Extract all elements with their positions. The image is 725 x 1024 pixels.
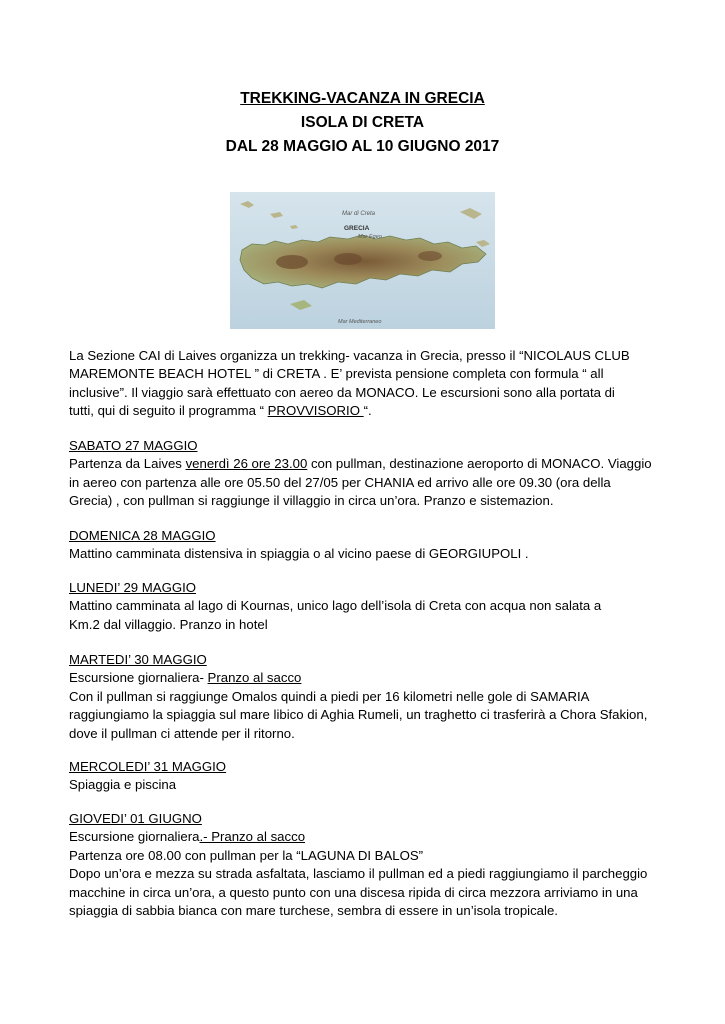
day-heading: SABATO 27 MAGGIO [69,438,198,453]
day-line: spiaggia di sabbia bianca con mare turchese, sembra di essere in un’isola tropicale. [69,902,558,918]
intro-line: inclusive”. Il viaggio sarà effettuato con aereo da MONACO. Le escursioni sono alla portata di [69,384,615,400]
departure-time-underlined: venerdì 26 ore 23.00 [185,456,308,472]
document-subtitle-dates: DAL 28 MAGGIO AL 10 GIUGNO 2017 [225,138,500,155]
lunch-note-underlined: Pranzo al sacco [207,670,302,686]
crete-map-image [230,192,495,329]
day-line [69,455,669,473]
lunch-note-underlined: .- Pranzo al sacco [199,829,306,845]
day-heading: MERCOLEDI’ 31 MAGGIO [69,759,227,774]
day-section-tuesday [69,651,669,743]
day-heading: LUNEDI’ 29 MAGGIO [69,580,197,595]
day-line: dove il pullman ci attende per il ritorno. [69,725,295,741]
day-heading: GIOVEDI’ 01 GIUGNO [69,811,202,826]
day-line: raggiungiamo la spiaggia sul mare libico di Aghia Rumeli, un traghetto ci trasferirà a Chora Sfakion, [69,707,648,723]
day-section-monday [69,579,669,634]
day-line: Grecia) , con pullman si raggiunge il villaggio in circa un’ora. Pranzo e sistemazion. [69,493,554,509]
intro-line: MAREMONTE BEACH HOTEL ” di CRETA . E’ prevista pensione completa con formula “ all [69,366,604,382]
day-text: Partenza da Laives [69,456,186,472]
map-label-mediterranean: Mar Mediterraneo [338,319,382,325]
day-line: Dopo un’ora e mezza su strada asfaltata, lasciamo il pullman ed a piedi raggiungiamo il parcheggio [69,866,648,882]
map-label-sea-crete: Mar di Creta [342,211,376,217]
day-section-thursday [69,810,669,920]
day-text: Escursione giornaliera [69,829,200,845]
day-line: Mattino camminata al lago di Kournas, unico lago dell’isola di Creta con acqua non salata a [69,598,602,614]
day-heading: DOMENICA 28 MAGGIO [69,528,216,543]
intro-text: tutti, qui di seguito il programma “ [69,403,268,419]
day-line: Partenza ore 08.00 con pullman per la “LAGUNA DI BALOS” [69,847,424,863]
intro-line-last [69,402,669,420]
map-label-aegean: Mar Egeo [358,234,382,240]
intro-line: La Sezione CAI di Laives organizza un trekking- vacanza in Grecia, presso il “NICOLAUS CLUB [69,348,630,363]
intro-paragraph [69,347,669,421]
document-title: TREKKING-VACANZA IN GRECIA [240,90,485,107]
day-section-sunday [69,527,669,564]
day-line: Spiaggia e piscina [69,777,177,793]
day-line [69,669,669,687]
day-text: Escursione giornaliera- [69,670,208,686]
day-line: Con il pullman si raggiunge Omalos quindi a piedi per 16 kilometri nelle gole di SAMARIA [69,688,590,704]
document-subtitle-island: ISOLA DI CRETA [300,114,425,131]
intro-text: “. [363,403,372,419]
provvisorio-underlined: PROVVISORIO [267,403,364,419]
day-heading: MARTEDI’ 30 MAGGIO [69,652,207,667]
day-line: Km.2 dal villaggio. Pranzo in hotel [69,616,268,632]
day-line: Mattino camminata distensiva in spiaggia o al vicino paese di GEORGIUPOLI . [69,546,529,562]
day-line [69,828,669,846]
day-line: in aereo con partenza alle ore 05.50 del 27/05 per CHANIA ed arrivo alle ore 09.30 (ora della [69,474,611,490]
day-section-wednesday [69,758,669,795]
day-text: con pullman, destinazione aeroporto di MONACO. Viaggio [307,456,652,472]
day-line: macchine in circa un’ora, a questo punto con una discesa ripida di circa mezzora arriviamo in una [69,884,638,900]
map-label-greece: GRECIA [344,225,370,232]
day-section-saturday [69,437,669,511]
